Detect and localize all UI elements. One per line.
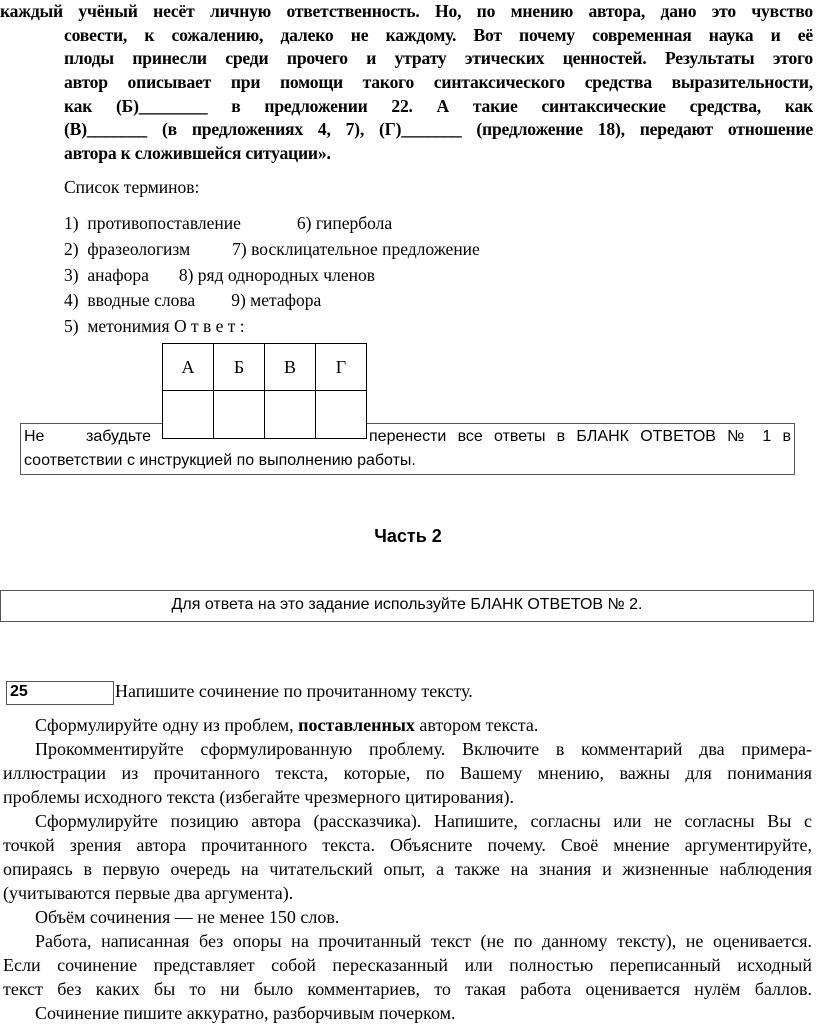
part-notice: Для ответа на это задание используйте БЛАНК ОТВЕТОВ № 2.: [171, 596, 643, 613]
reminder-box: [20, 423, 795, 475]
intro-line: (В)_______ (в предложениях 4, 7), (Г)_______ (предложение 18), передают отношение: [64, 119, 813, 139]
instruction-line: Сочинение пишите аккуратно, разборчивым почерком.: [35, 1003, 456, 1023]
intro-line: как (Б)________ в предложении 22. А такие синтаксические средства, как: [64, 96, 813, 116]
task-number-box: [6, 681, 114, 705]
term-item: [64, 316, 245, 337]
term-item: [64, 239, 480, 260]
instruction-line: точкой зрения автора прочитанного текста. Объясните почему. Своё мнение аргументируйте,: [3, 835, 812, 855]
term-number: 7): [232, 239, 247, 259]
term-number: 4): [64, 290, 79, 310]
term-text: гипербола: [315, 213, 393, 233]
term-number: 9): [231, 290, 246, 310]
instruction-line: Прокомментируйте сформулированную проблему. Включите в комментарий два примера-: [35, 739, 812, 759]
term-number: 3): [64, 265, 79, 285]
text: Сформулируйте одну из проблем,: [35, 715, 299, 735]
term-item: [64, 213, 392, 234]
instruction-line: проблемы исходного текста (избегайте чрезмерного цитирования).: [3, 787, 515, 807]
text-bold: поставленных: [298, 715, 415, 735]
instruction-line: иллюстрации из прочитанного текста, которые, по Вашему мнению, важны для понимания: [3, 763, 812, 783]
term-number: 8): [178, 265, 194, 285]
term-number: 1): [64, 213, 79, 233]
intro-line: плоды принесли среди прочего и утрату этических ценностей. Результаты этого: [64, 48, 813, 68]
terms-heading: Список терминов:: [64, 177, 200, 197]
intro-line: автор описывает при помощи такого синтаксического средства выразительности,: [64, 72, 813, 92]
answer-header: В: [265, 344, 316, 391]
task-title: Напишите сочинение по прочитанному тексту.: [115, 681, 473, 701]
term-text: вводные слова: [87, 290, 196, 310]
text: автором текста.: [414, 715, 539, 735]
term-number: 6): [296, 213, 312, 233]
instruction-line: Объём сочинения — не менее 150 слов.: [35, 907, 340, 927]
term-text: анафора: [87, 265, 149, 285]
answer-table: [162, 343, 367, 439]
task-number: 25: [10, 683, 28, 700]
instruction-line: текст без каких бы то ни было комментариев, то такая работа оценивается нулём баллов.: [3, 979, 812, 999]
term-text: фразеологизм: [87, 239, 191, 259]
answer-label: О т в е т :: [173, 316, 245, 336]
term-item: [64, 265, 375, 286]
intro-line: каждый учёный несёт личную ответственность. Но, по мнению автора, дано это чувство: [0, 1, 813, 21]
answer-cell[interactable]: [163, 391, 214, 439]
answer-cell[interactable]: [316, 391, 367, 439]
instruction-line: (учитываются первые два аргумента).: [3, 883, 294, 903]
part-notice-box: [0, 590, 814, 622]
answer-cell[interactable]: [265, 391, 316, 439]
term-text: метафора: [250, 290, 322, 310]
term-text: восклицательное предложение: [251, 239, 480, 259]
term-item: [64, 290, 321, 311]
instruction-line: Сформулируйте позицию автора (рассказчика). Напишите, согласны или не согласны Вы с: [35, 811, 812, 831]
answer-header: Г: [316, 344, 367, 391]
intro-line: автора к сложившейся ситуации».: [64, 143, 331, 163]
answer-cell[interactable]: [214, 391, 265, 439]
reminder-word: забудьте: [86, 428, 151, 445]
reminder-word: Не: [24, 428, 45, 445]
reminder-text: перенести все ответы в БЛАНК ОТВЕТОВ № 1 в: [369, 428, 791, 445]
instruction-line: Если сочинение представляет собой пересказанный или полностью переписанный исходный: [3, 955, 812, 975]
instruction-line: опираясь в первую очередь на читательский опыт, а также на знания и жизненные наблюдения: [3, 859, 812, 879]
instruction-line: Работа, написанная без опоры на прочитанный текст (не по данному тексту), не оценивается.: [35, 931, 812, 951]
task-paragraph: [35, 715, 538, 736]
reminder-text: соответствии с инструкцией по выполнению работы.: [24, 452, 416, 469]
term-text: метонимия: [87, 316, 170, 336]
part-title: Часть 2: [374, 526, 442, 546]
intro-line: совести, к сожалению, далеко не каждому. Вот почему современная наука и её: [64, 25, 813, 45]
answer-header: Б: [214, 344, 265, 391]
answer-header: А: [163, 344, 214, 391]
term-text: противопоставление: [87, 213, 241, 233]
term-text: ряд однородных членов: [197, 265, 375, 285]
term-number: 2): [64, 239, 79, 259]
term-number: 5): [64, 316, 79, 336]
